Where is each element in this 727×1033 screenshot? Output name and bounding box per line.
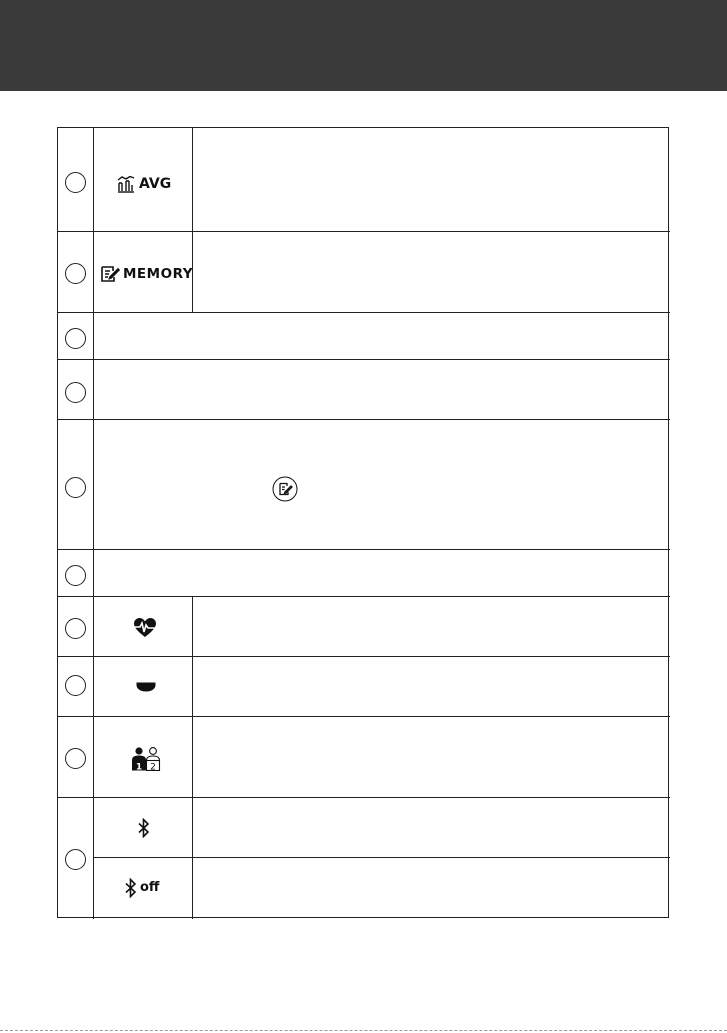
bluetooth-off-label: off — [140, 880, 160, 895]
svg-text:1: 1 — [135, 762, 143, 771]
item-number-circle — [65, 675, 86, 696]
avg-label: AVG — [139, 176, 172, 192]
icon-column-divider — [192, 596, 193, 919]
bluetooth-off-icon — [124, 878, 138, 898]
row-divider — [58, 359, 670, 360]
item-number-circle — [65, 849, 86, 870]
memory-label: MEMORY — [123, 266, 193, 282]
item-number-circle — [65, 618, 86, 639]
row-divider — [58, 549, 670, 550]
item-number-circle — [65, 263, 86, 284]
item-number-circle — [65, 565, 86, 586]
row-divider — [58, 596, 670, 597]
item-number-circle — [65, 477, 86, 498]
row-divider — [58, 419, 670, 420]
item-number-circle — [65, 172, 86, 193]
memo-edit-icon — [272, 476, 298, 502]
bar-chart-icon — [117, 176, 135, 193]
number-column-divider — [93, 128, 94, 919]
row-divider — [58, 716, 670, 717]
page-edge-marks — [0, 1030, 727, 1031]
bluetooth-icon — [137, 818, 151, 838]
header-bar — [0, 0, 727, 91]
icon-column-divider — [192, 128, 193, 312]
memo-edit-icon — [100, 265, 120, 283]
svg-text:2: 2 — [150, 762, 156, 771]
row-divider — [58, 231, 670, 232]
item-number-circle — [65, 748, 86, 769]
row-divider — [58, 656, 670, 657]
sub-row-divider — [93, 857, 670, 858]
cuff-indicator-icon — [136, 682, 156, 692]
row-divider — [58, 312, 670, 313]
item-number-circle — [65, 382, 86, 403]
heart-pulse-icon — [133, 617, 157, 639]
row-divider — [58, 797, 670, 798]
user-1-2-icon — [130, 747, 162, 771]
item-number-circle — [65, 328, 86, 349]
symbol-table — [57, 127, 669, 918]
